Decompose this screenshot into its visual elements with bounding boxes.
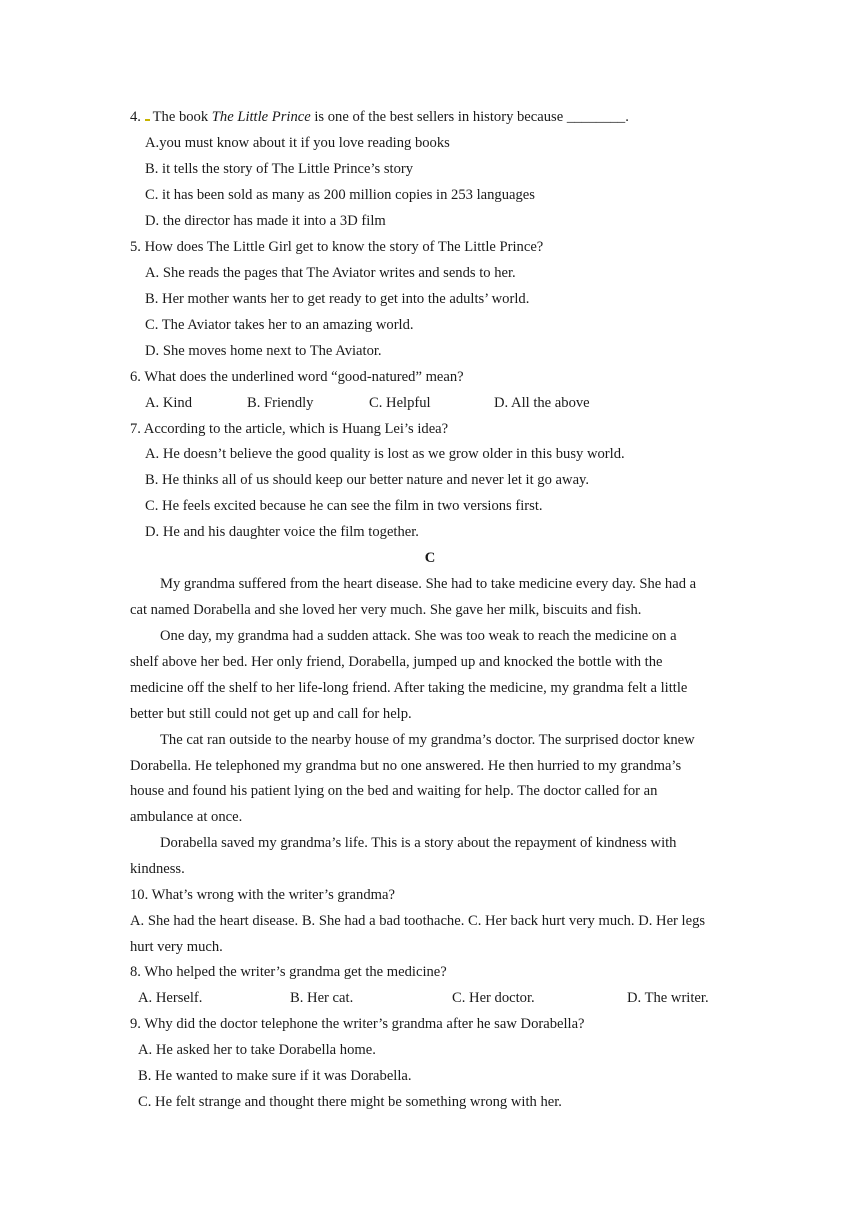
passage-line: house and found his patient lying on the bed and waiting for help. The doctor called for an	[130, 783, 658, 799]
question-10-stem: 10. What’s wrong with the writer’s grandma?	[130, 887, 395, 903]
question-8-option-c: C. Her doctor.	[452, 990, 535, 1006]
question-4-option-a: A.you must know about it if you love reading books	[145, 135, 450, 151]
question-7-option-b: B. He thinks all of us should keep our better nature and never let it go away.	[145, 472, 590, 488]
question-5-stem: 5. How does The Little Girl get to know the story of The Little Prince?	[130, 239, 544, 255]
question-6-option-d: D. All the above	[494, 395, 590, 411]
question-5-option-a: A. She reads the pages that The Aviator writes and sends to her.	[145, 265, 516, 281]
question-9-option-b: B. He wanted to make sure if it was Dorabella.	[138, 1068, 412, 1084]
section-heading: C	[424, 550, 436, 566]
question-7-option-d: D. He and his daughter voice the film together.	[145, 524, 419, 540]
question-7-option-a: A. He doesn’t believe the good quality is lost as we grow older in this busy world.	[145, 446, 625, 462]
question-7-stem: 7. According to the article, which is Huang Lei’s idea?	[130, 421, 449, 437]
question-4-stem	[130, 107, 629, 127]
passage-line: My grandma suffered from the heart disease. She had to take medicine every day. She had a	[160, 576, 697, 592]
question-10-options-line: hurt very much.	[130, 939, 223, 955]
question-6-option-b: B. Friendly	[247, 395, 314, 411]
question-4-option-b: B. it tells the story of The Little Prince’s story	[145, 161, 414, 177]
passage-line: cat named Dorabella and she loved her very much. She gave her milk, biscuits and fish.	[130, 602, 642, 618]
passage-line: kindness.	[130, 861, 185, 877]
question-9-option-c: C. He felt strange and thought there might be something wrong with her.	[138, 1094, 562, 1110]
question-5-option-c: C. The Aviator takes her to an amazing world.	[145, 317, 414, 333]
question-6-stem: 6. What does the underlined word “good-natured” mean?	[130, 369, 464, 385]
question-7-option-c: C. He feels excited because he can see the film in two versions first.	[145, 498, 543, 514]
book-title: The Little Prince	[211, 109, 311, 125]
question-10-options-line: A. She had the heart disease. B. She had a bad toothache. C. Her back hurt very much. D. Her legs	[130, 913, 706, 929]
question-4-option-d: D. the director has made it into a 3D film	[145, 213, 386, 229]
question-4-stem-start: The book	[152, 109, 212, 125]
question-9-stem: 9. Why did the doctor telephone the writer’s grandma after he saw Dorabella?	[130, 1016, 585, 1032]
edit-marker-icon	[145, 116, 150, 121]
passage-line: Dorabella saved my grandma’s life. This is a story about the repayment of kindness with	[160, 835, 677, 851]
passage-line: ambulance at once.	[130, 809, 243, 825]
question-8-option-d: D. The writer.	[627, 990, 709, 1006]
question-4-stem-end: is one of the best sellers in history because ________.	[310, 109, 629, 125]
passage-line: Dorabella. He telephoned my grandma but no one answered. He then hurried to my grandma’s	[130, 758, 682, 774]
passage-line: One day, my grandma had a sudden attack. She was too weak to reach the medicine on a	[160, 628, 677, 644]
passage-line: The cat ran outside to the nearby house of my grandma’s doctor. The surprised doctor knew	[160, 732, 695, 748]
question-8-stem: 8. Who helped the writer’s grandma get the medicine?	[130, 964, 447, 980]
question-number: 4.	[130, 109, 141, 125]
question-5-option-b: B. Her mother wants her to get ready to get into the adults’ world.	[145, 291, 530, 307]
passage-line: shelf above her bed. Her only friend, Dorabella, jumped up and knocked the bottle with the	[130, 654, 663, 670]
passage-line: better but still could not get up and call for help.	[130, 706, 412, 722]
question-8-option-a: A. Herself.	[138, 990, 203, 1006]
question-6-option-a: A. Kind	[145, 395, 193, 411]
question-8-option-b: B. Her cat.	[290, 990, 354, 1006]
question-4-option-c: C. it has been sold as many as 200 million copies in 253 languages	[145, 187, 535, 203]
question-9-option-a: A. He asked her to take Dorabella home.	[138, 1042, 376, 1058]
passage-line: medicine off the shelf to her life-long friend. After taking the medicine, my grandma felt a little	[130, 680, 688, 696]
question-6-option-c: C. Helpful	[369, 395, 431, 411]
question-5-option-d: D. She moves home next to The Aviator.	[145, 343, 382, 359]
